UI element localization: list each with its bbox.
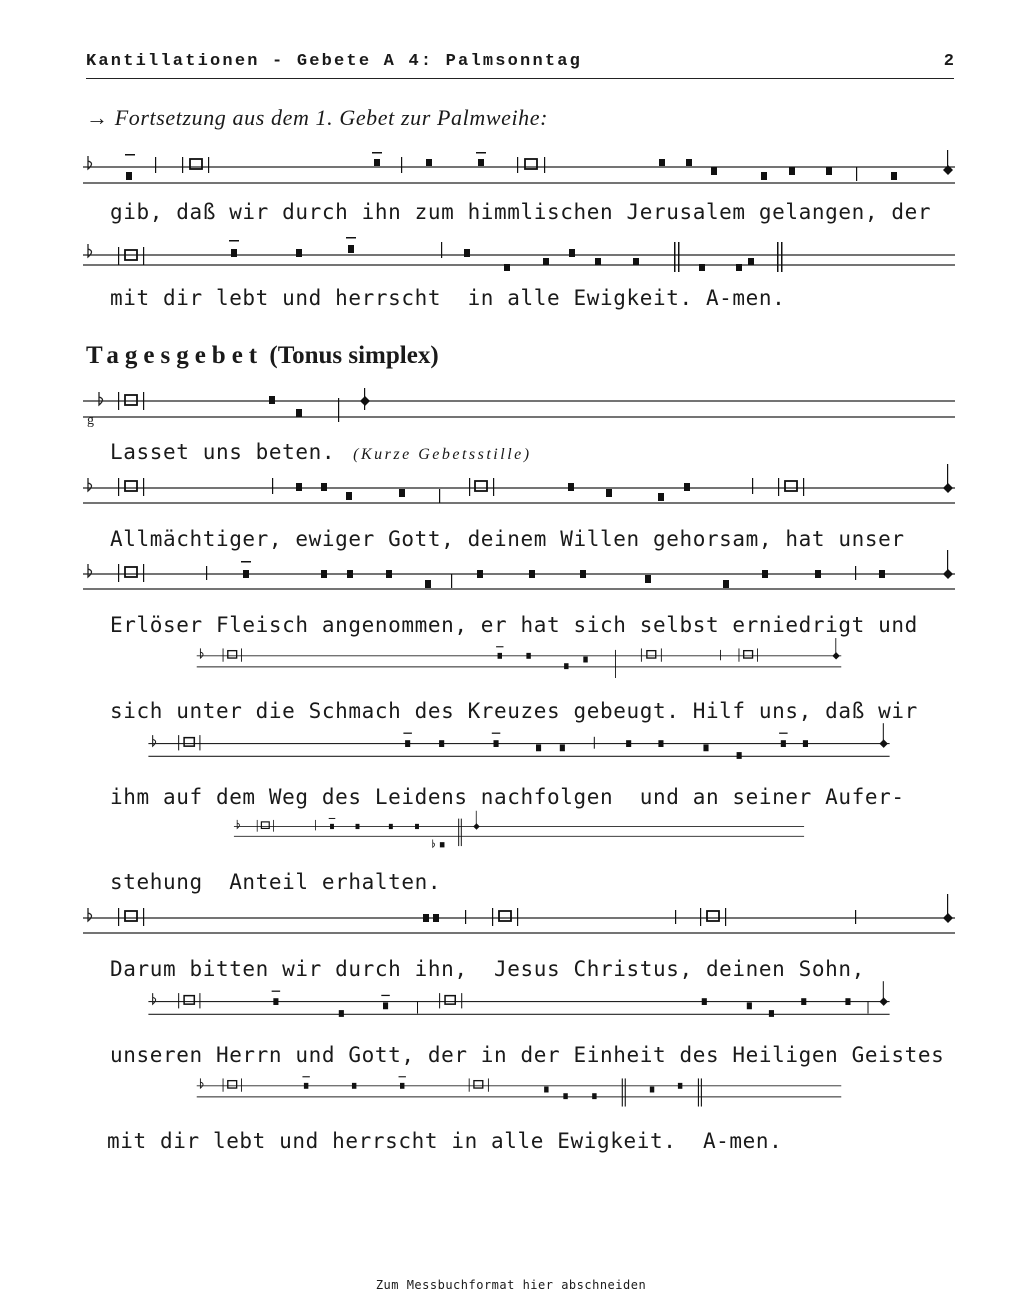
lyric-line	[110, 440, 532, 464]
lyric-text: Lasset uns beten.	[110, 440, 336, 464]
staff-7	[83, 730, 955, 764]
lyric-aside: (Kurze Gebetsstille)	[353, 446, 532, 463]
lyric-line: Allmächtiger, ewiger Gott, deinem Willen gehorsam, hat unser	[110, 527, 905, 551]
lyric-line: Erlöser Fleisch angenommen, er hat sich selbst erniedrigt und	[110, 613, 918, 637]
lyric-line: gib, daß wir durch ihn zum himmlischen Jerusalem gelangen, der	[110, 200, 932, 224]
lyric-line: ihm auf dem Weg des Leidens nachfolgen und an seiner Aufer-	[110, 785, 905, 809]
continuation-note: → Fortsetzung aus dem 1. Gebet zur Palmweihe:	[86, 105, 549, 130]
page-header	[86, 50, 954, 79]
staff-6	[83, 644, 955, 678]
staff-11	[83, 1074, 955, 1108]
lyric-line: unseren Herrn und Gott, der in der Einheit des Heiligen Geistes	[110, 1043, 945, 1067]
staff-9	[83, 902, 955, 936]
section-title-main: Tagesgebet	[86, 342, 264, 369]
staff-2	[83, 238, 955, 272]
staff-3	[83, 388, 955, 428]
lyric-line: Darum bitten wir durch ihn, Jesus Christus, deinen Sohn,	[110, 957, 865, 981]
lyric-line: mit dir lebt und herrscht in alle Ewigkeit. A-men.	[107, 1129, 783, 1153]
staff-8	[83, 816, 955, 850]
lyric-line: sich unter die Schmach des Kreuzes gebeugt. Hilf uns, daß wir	[110, 699, 918, 723]
staff-4	[83, 472, 955, 506]
footer-note: Zum Messbuchformat hier abschneiden	[375, 1278, 647, 1292]
staff-1	[83, 150, 955, 184]
staff-10	[83, 988, 955, 1022]
lyric-line: mit dir lebt und herrscht in alle Ewigkeit. A-men.	[110, 286, 786, 310]
section-title-subtitle: (Tonus simplex)	[269, 342, 439, 369]
lyric-line: stehung Anteil erhalten.	[110, 870, 442, 894]
section-title	[86, 342, 439, 370]
header-title: Kantillationen - Gebete A 4: Palmsonntag	[86, 52, 583, 71]
staff-5	[83, 558, 955, 592]
svg-text:g: g	[87, 413, 94, 428]
page-number: 2	[943, 52, 954, 71]
